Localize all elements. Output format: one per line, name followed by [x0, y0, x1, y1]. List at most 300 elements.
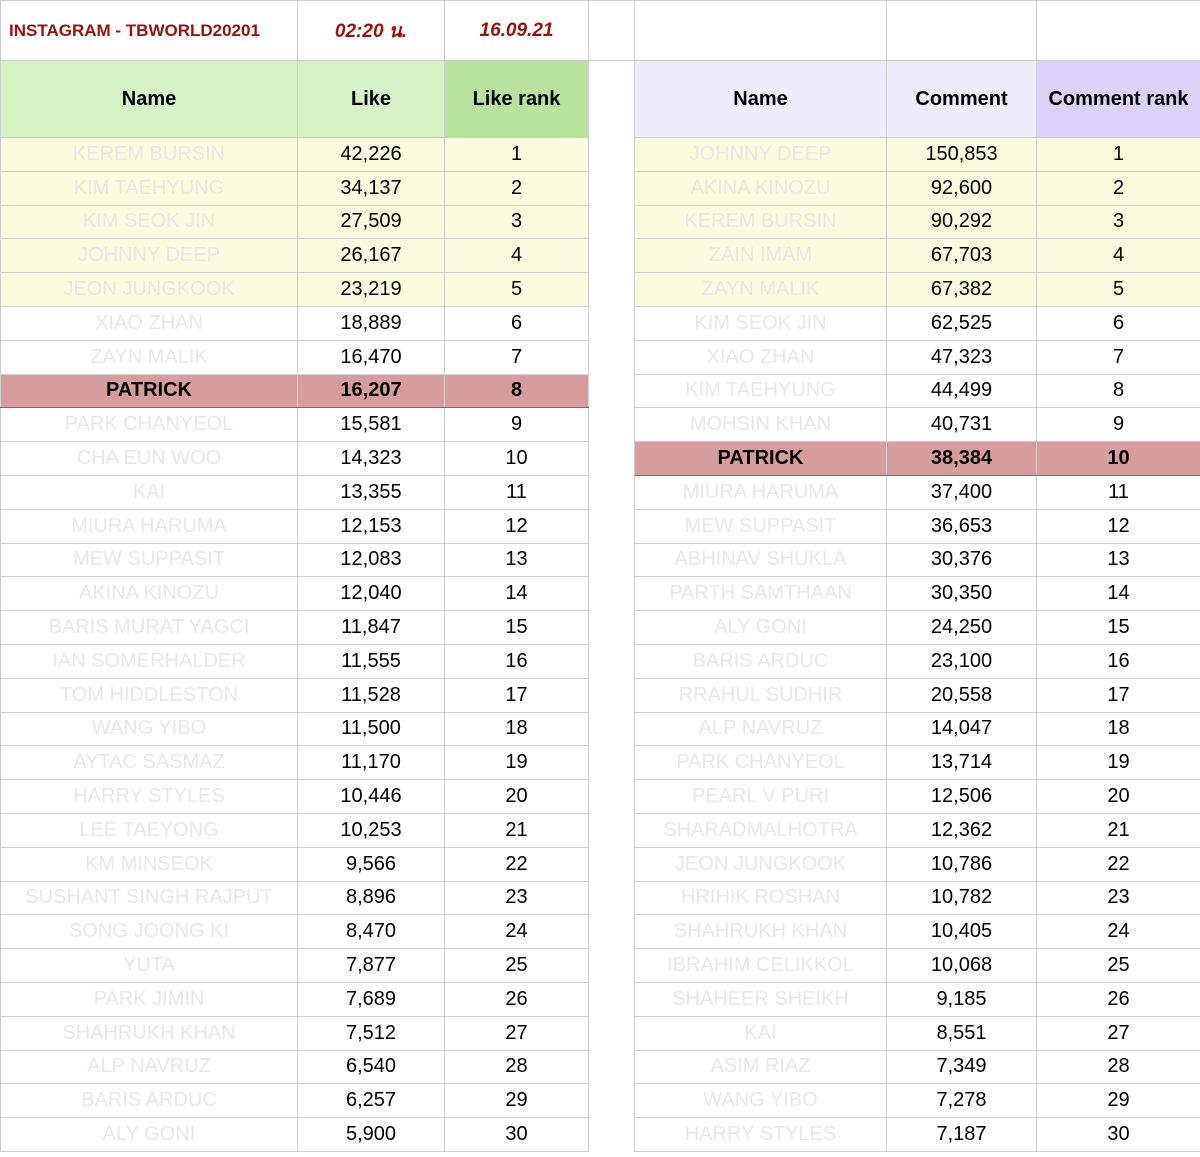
name-text: JEON JUNGKOOK: [63, 278, 235, 301]
comment-value-cell[interactable]: 20,558: [887, 678, 1037, 712]
comment-name-header[interactable]: Name: [635, 61, 887, 138]
comment-name-cell[interactable]: [635, 712, 887, 746]
like-rank-cell[interactable]: 9: [445, 408, 589, 442]
like-rank-cell[interactable]: 27: [445, 1016, 589, 1050]
comment-name-cell[interactable]: [635, 205, 887, 239]
comment-value-cell[interactable]: 67,703: [887, 239, 1037, 273]
like-value-cell[interactable]: 6,257: [298, 1084, 445, 1118]
name-text: PARK CHANYEOL: [64, 413, 234, 436]
comment-rank-cell[interactable]: 18: [1037, 712, 1200, 746]
like-rank-cell[interactable]: 26: [445, 982, 589, 1016]
gap-column: [589, 847, 635, 881]
comment-value-cell[interactable]: 12,506: [887, 780, 1037, 814]
like-value-cell[interactable]: 12,153: [298, 509, 445, 543]
like-rank-cell[interactable]: 2: [445, 171, 589, 205]
time-cell[interactable]: 02:20 น.: [298, 1, 445, 61]
comment-value-cell[interactable]: 90,292: [887, 205, 1037, 239]
comment-name-cell[interactable]: [635, 1084, 887, 1118]
name-text: PARTH SAMTHAAN: [669, 582, 852, 605]
comment-name-cell[interactable]: [635, 915, 887, 949]
name-text: ABHINAV SHUKLA: [674, 548, 847, 571]
gap-column: [589, 306, 635, 340]
like-name-cell[interactable]: [1, 881, 298, 915]
like-name-cell[interactable]: [1, 949, 298, 983]
comment-name-cell[interactable]: [635, 881, 887, 915]
like-rank-cell[interactable]: 12: [445, 509, 589, 543]
empty-cell[interactable]: [887, 1, 1037, 61]
like-name-cell[interactable]: [1, 780, 298, 814]
name-text: KEREM BURSIN: [684, 210, 837, 233]
table-row: [1, 915, 1200, 949]
name-text: AKINA KINOZU: [690, 176, 831, 199]
name-text: ZAIN IMAM: [708, 244, 813, 267]
comment-rank-cell[interactable]: 3: [1037, 205, 1200, 239]
gap-column: [589, 171, 635, 205]
gap-column: [589, 780, 635, 814]
comment-value-cell[interactable]: 24,250: [887, 611, 1037, 645]
gap-column: [589, 712, 635, 746]
like-rank-cell[interactable]: 24: [445, 915, 589, 949]
gap-column: [589, 644, 635, 678]
comment-value-cell[interactable]: 40,731: [887, 408, 1037, 442]
table-row: [1, 644, 1200, 678]
table-row: [1, 475, 1200, 509]
like-value-cell[interactable]: 11,528: [298, 678, 445, 712]
table-row: [1, 881, 1200, 915]
comment-name-cell[interactable]: [635, 138, 887, 172]
comment-value-cell[interactable]: 44,499: [887, 374, 1037, 408]
name-text: WANG YIBO: [91, 717, 207, 740]
like-rank-cell[interactable]: 11: [445, 475, 589, 509]
name-text: ASIM RIAZ: [710, 1055, 811, 1078]
table-row: [1, 543, 1200, 577]
name-text: SUSHANT SINGH RAJPUT: [25, 886, 273, 909]
name-text: MIURA HARUMA: [682, 480, 839, 503]
gap-column: [589, 949, 635, 983]
like-value-header[interactable]: Like: [298, 61, 445, 138]
like-value-cell[interactable]: 7,877: [298, 949, 445, 983]
comment-name-cell[interactable]: [635, 949, 887, 983]
like-value-cell[interactable]: 11,555: [298, 644, 445, 678]
like-rank-cell[interactable]: 21: [445, 813, 589, 847]
like-rank-cell[interactable]: 18: [445, 712, 589, 746]
name-text: KM MINSEOK: [85, 852, 213, 875]
name-text: SHAHRUKH KHAN: [62, 1021, 236, 1044]
gap-column: [589, 408, 635, 442]
table-row: [1, 374, 1200, 408]
like-rank-cell[interactable]: 5: [445, 273, 589, 307]
comment-value-cell[interactable]: 10,405: [887, 915, 1037, 949]
like-name-cell[interactable]: [1, 1084, 298, 1118]
table-row: [1, 408, 1200, 442]
comment-value-cell[interactable]: 62,525: [887, 306, 1037, 340]
like-rank-cell[interactable]: 15: [445, 611, 589, 645]
like-value-cell[interactable]: 11,847: [298, 611, 445, 645]
comment-rank-cell[interactable]: 5: [1037, 273, 1200, 307]
comment-name-cell[interactable]: [635, 678, 887, 712]
name-text: MEW SUPPASIT: [73, 548, 225, 571]
like-rank-cell[interactable]: 10: [445, 442, 589, 476]
name-text: KIM TAEHYUNG: [685, 379, 836, 402]
table-row: [1, 1084, 1200, 1118]
like-value-cell[interactable]: 10,446: [298, 780, 445, 814]
name-text: KAI: [132, 480, 166, 503]
name-text: KAI: [744, 1021, 777, 1044]
like-value-cell[interactable]: 42,226: [298, 138, 445, 172]
table-row: [1, 678, 1200, 712]
like-rank-cell[interactable]: 1: [445, 138, 589, 172]
comment-rank-cell[interactable]: 21: [1037, 813, 1200, 847]
comment-name-cell[interactable]: [635, 746, 887, 780]
comment-rank-cell[interactable]: 1: [1037, 138, 1200, 172]
comment-value-cell[interactable]: 23,100: [887, 644, 1037, 678]
gap-column: [589, 543, 635, 577]
name-text: AKINA KINOZU: [78, 582, 220, 605]
name-text: HRIHIK ROSHAN: [681, 886, 840, 909]
comment-name-cell[interactable]: [635, 577, 887, 611]
comment-name-cell[interactable]: [635, 442, 887, 476]
table-row: [1, 780, 1200, 814]
table-row: [1, 340, 1200, 374]
like-value-cell[interactable]: 11,500: [298, 712, 445, 746]
like-name-cell[interactable]: [1, 374, 298, 408]
name-text: KIM SEOK JIN: [694, 311, 827, 334]
comment-value-cell[interactable]: 30,376: [887, 543, 1037, 577]
comment-rank-cell[interactable]: 30: [1037, 1118, 1200, 1152]
comment-rank-cell[interactable]: 27: [1037, 1016, 1200, 1050]
name-text: ALP NAVRUZ: [698, 717, 823, 740]
comment-name-cell[interactable]: [635, 543, 887, 577]
name-text: SHAHRUKH KHAN: [673, 920, 848, 943]
comment-value-cell[interactable]: 9,185: [887, 982, 1037, 1016]
comment-name-cell[interactable]: [635, 374, 887, 408]
comment-rank-cell[interactable]: 14: [1037, 577, 1200, 611]
table-row: [1, 1016, 1200, 1050]
gap-column: [589, 340, 635, 374]
empty-cell[interactable]: [589, 1, 635, 61]
comment-value-cell[interactable]: 12,362: [887, 813, 1037, 847]
gap-column: [589, 881, 635, 915]
gap-column: [589, 678, 635, 712]
name-text: TOM HIDDLESTON: [59, 683, 239, 706]
comment-rank-header[interactable]: Comment rank: [1037, 61, 1200, 138]
name-text: LEE TAEYONG: [79, 818, 219, 841]
table-row: [1, 306, 1200, 340]
sheet-title[interactable]: INSTAGRAM - TBWORLD20201: [1, 1, 298, 61]
name-text: MIURA HARUMA: [71, 514, 227, 537]
comment-rank-cell[interactable]: 23: [1037, 881, 1200, 915]
comment-name-cell[interactable]: [635, 1016, 887, 1050]
like-name-cell[interactable]: [1, 306, 298, 340]
like-name-cell[interactable]: [1, 644, 298, 678]
name-text: KIM TAEHYUNG: [73, 176, 225, 199]
table-row: [1, 442, 1200, 476]
like-name-header[interactable]: Name: [1, 61, 298, 138]
comment-value-header[interactable]: Comment: [887, 61, 1037, 138]
empty-cell[interactable]: [1037, 1, 1200, 61]
comment-value-cell[interactable]: 47,323: [887, 340, 1037, 374]
comment-rank-cell[interactable]: 6: [1037, 306, 1200, 340]
comment-value-cell[interactable]: 30,350: [887, 577, 1037, 611]
like-rank-cell[interactable]: 4: [445, 239, 589, 273]
like-name-cell[interactable]: [1, 543, 298, 577]
like-value-cell[interactable]: 16,207: [298, 374, 445, 408]
comment-name-cell[interactable]: [635, 340, 887, 374]
like-value-cell[interactable]: 26,167: [298, 239, 445, 273]
name-text: AYTAC SASMAZ: [73, 751, 225, 774]
like-value-cell[interactable]: 23,219: [298, 273, 445, 307]
like-name-cell[interactable]: [1, 205, 298, 239]
comment-rank-cell[interactable]: 11: [1037, 475, 1200, 509]
like-value-cell[interactable]: 13,355: [298, 475, 445, 509]
name-text: XIAO ZHAN: [95, 311, 203, 334]
name-text: MOHSIN KHAN: [689, 413, 832, 436]
comment-value-cell[interactable]: 10,786: [887, 847, 1037, 881]
like-name-cell[interactable]: [1, 273, 298, 307]
like-name-cell[interactable]: [1, 915, 298, 949]
table-row: [1, 712, 1200, 746]
comment-name-cell[interactable]: [635, 239, 887, 273]
like-name-cell[interactable]: [1, 847, 298, 881]
name-text: CHA EUN WOO: [76, 447, 222, 470]
like-value-cell[interactable]: 18,889: [298, 306, 445, 340]
gap-column: [589, 374, 635, 408]
table-row: [1, 949, 1200, 983]
table-row: [1, 1118, 1200, 1152]
name-text: HARRY STYLES: [684, 1123, 837, 1145]
name-text: JEON JUNGKOOK: [674, 852, 847, 875]
like-value-cell[interactable]: 15,581: [298, 408, 445, 442]
like-name-cell[interactable]: [1, 1118, 298, 1152]
comment-rank-cell[interactable]: 7: [1037, 340, 1200, 374]
comment-name-cell[interactable]: [635, 644, 887, 678]
name-text: IAN SOMERHALDER: [52, 649, 246, 672]
like-rank-header[interactable]: Like rank: [445, 61, 589, 138]
comment-value-cell[interactable]: 67,382: [887, 273, 1037, 307]
like-name-cell[interactable]: [1, 239, 298, 273]
like-value-cell[interactable]: 8,470: [298, 915, 445, 949]
comment-value-cell[interactable]: 10,782: [887, 881, 1037, 915]
like-rank-cell[interactable]: 16: [445, 644, 589, 678]
like-name-cell[interactable]: [1, 611, 298, 645]
like-rank-cell[interactable]: 3: [445, 205, 589, 239]
like-name-cell[interactable]: [1, 138, 298, 172]
comment-name-cell[interactable]: [635, 780, 887, 814]
gap-column: [589, 273, 635, 307]
table-row: [1, 239, 1200, 273]
like-name-cell[interactable]: [1, 577, 298, 611]
like-rank-cell[interactable]: 30: [445, 1118, 589, 1152]
like-value-cell[interactable]: 16,470: [298, 340, 445, 374]
gap-column: [589, 746, 635, 780]
comment-value-cell[interactable]: 13,714: [887, 746, 1037, 780]
like-rank-cell[interactable]: 29: [445, 1084, 589, 1118]
comment-name-cell[interactable]: [635, 306, 887, 340]
gap-column: [589, 1084, 635, 1118]
like-value-cell[interactable]: 7,512: [298, 1016, 445, 1050]
name-text: SHAHEER SHEIKH: [672, 987, 849, 1010]
like-name-cell[interactable]: [1, 982, 298, 1016]
comment-rank-cell[interactable]: 10: [1037, 442, 1200, 476]
comment-rank-cell[interactable]: 20: [1037, 780, 1200, 814]
like-rank-cell[interactable]: 19: [445, 746, 589, 780]
comment-name-cell[interactable]: [635, 813, 887, 847]
like-value-cell[interactable]: 34,137: [298, 171, 445, 205]
gap-column: [589, 475, 635, 509]
comment-value-cell[interactable]: 7,349: [887, 1050, 1037, 1084]
name-text: ALY GONI: [102, 1123, 196, 1145]
like-value-cell[interactable]: 12,040: [298, 577, 445, 611]
name-text: BARIS ARDUC: [81, 1089, 217, 1112]
comment-value-cell[interactable]: 7,187: [887, 1118, 1037, 1152]
like-value-cell[interactable]: 27,509: [298, 205, 445, 239]
table-row: [1, 982, 1200, 1016]
like-name-cell[interactable]: [1, 813, 298, 847]
name-text: ZAYN MALIK: [90, 345, 208, 368]
comment-rank-cell[interactable]: 4: [1037, 239, 1200, 273]
comment-rank-cell[interactable]: 12: [1037, 509, 1200, 543]
like-name-cell[interactable]: [1, 1050, 298, 1084]
comment-rank-cell[interactable]: 29: [1037, 1084, 1200, 1118]
name-text: PEARL V PURI: [691, 785, 830, 808]
like-rank-cell[interactable]: 13: [445, 543, 589, 577]
like-rank-cell[interactable]: 25: [445, 949, 589, 983]
table-row: [1, 611, 1200, 645]
like-name-cell[interactable]: [1, 746, 298, 780]
comment-name-cell[interactable]: [635, 982, 887, 1016]
table-row: [1, 205, 1200, 239]
comment-name-cell[interactable]: [635, 171, 887, 205]
like-rank-cell[interactable]: 22: [445, 847, 589, 881]
like-value-cell[interactable]: 12,083: [298, 543, 445, 577]
gap-column: [589, 138, 635, 172]
comment-name-cell[interactable]: [635, 611, 887, 645]
name-text: PARK CHANYEOL: [676, 751, 845, 774]
like-name-cell[interactable]: [1, 509, 298, 543]
comment-rank-cell[interactable]: 8: [1037, 374, 1200, 408]
comment-rank-cell[interactable]: 9: [1037, 408, 1200, 442]
like-rank-cell[interactable]: 23: [445, 881, 589, 915]
like-name-cell[interactable]: [1, 408, 298, 442]
name-text: KIM SEOK JIN: [82, 210, 216, 233]
like-name-cell[interactable]: [1, 442, 298, 476]
comment-rank-cell[interactable]: 15: [1037, 611, 1200, 645]
name-text: SHARADMALHOTRA: [663, 818, 858, 841]
comment-value-cell[interactable]: 8,551: [887, 1016, 1037, 1050]
like-rank-cell[interactable]: 28: [445, 1050, 589, 1084]
gap-column: [589, 1016, 635, 1050]
comment-value-cell[interactable]: 150,853: [887, 138, 1037, 172]
date-cell[interactable]: 16.09.21: [445, 1, 589, 61]
comment-name-cell[interactable]: [635, 273, 887, 307]
name-text: PATRICK: [106, 379, 192, 402]
empty-cell[interactable]: [635, 1, 887, 61]
name-text: PARK JIMIN: [93, 987, 205, 1010]
like-value-cell[interactable]: 8,896: [298, 881, 445, 915]
like-value-cell[interactable]: 5,900: [298, 1118, 445, 1152]
table-row: [1, 813, 1200, 847]
comment-rank-cell[interactable]: 17: [1037, 678, 1200, 712]
like-name-cell[interactable]: [1, 678, 298, 712]
comment-rank-cell[interactable]: 13: [1037, 543, 1200, 577]
comment-rank-cell[interactable]: 16: [1037, 644, 1200, 678]
name-text: BARIS MURAT YAGCI: [48, 616, 250, 639]
gap-column: [589, 61, 635, 138]
table-row: [1, 746, 1200, 780]
comment-value-cell[interactable]: 92,600: [887, 171, 1037, 205]
comment-name-cell[interactable]: [635, 847, 887, 881]
gap-column: [589, 239, 635, 273]
header-row: [1, 61, 1200, 138]
like-name-cell[interactable]: [1, 171, 298, 205]
name-text: ALP NAVRUZ: [87, 1055, 211, 1078]
comment-rank-cell[interactable]: 24: [1037, 915, 1200, 949]
table-row: [1, 138, 1200, 172]
gap-column: [589, 813, 635, 847]
name-text: BARIS ARDUC: [692, 649, 829, 672]
comment-rank-cell[interactable]: 2: [1037, 171, 1200, 205]
like-rank-cell[interactable]: 20: [445, 780, 589, 814]
like-value-cell[interactable]: 14,323: [298, 442, 445, 476]
name-text: KEREM BURSIN: [72, 142, 226, 165]
like-value-cell[interactable]: 6,540: [298, 1050, 445, 1084]
comment-value-cell[interactable]: 37,400: [887, 475, 1037, 509]
title-row: [1, 1, 1200, 61]
comment-value-cell[interactable]: 38,384: [887, 442, 1037, 476]
comment-rank-cell[interactable]: 26: [1037, 982, 1200, 1016]
comment-value-cell[interactable]: 36,653: [887, 509, 1037, 543]
comment-value-cell[interactable]: 7,278: [887, 1084, 1037, 1118]
like-name-cell[interactable]: [1, 340, 298, 374]
comment-value-cell[interactable]: 10,068: [887, 949, 1037, 983]
like-name-cell[interactable]: [1, 475, 298, 509]
like-value-cell[interactable]: 10,253: [298, 813, 445, 847]
gap-column: [589, 982, 635, 1016]
like-name-cell[interactable]: [1, 1016, 298, 1050]
comment-name-cell[interactable]: [635, 475, 887, 509]
like-rank-cell[interactable]: 17: [445, 678, 589, 712]
like-rank-cell[interactable]: 8: [445, 374, 589, 408]
gap-column: [589, 577, 635, 611]
table-row: [1, 273, 1200, 307]
table-row: [1, 847, 1200, 881]
comment-rank-cell[interactable]: 25: [1037, 949, 1200, 983]
like-rank-cell[interactable]: 7: [445, 340, 589, 374]
table-row: [1, 1050, 1200, 1084]
like-name-cell[interactable]: [1, 712, 298, 746]
name-text: ALY GONI: [714, 616, 807, 639]
like-value-cell[interactable]: 11,170: [298, 746, 445, 780]
like-value-cell[interactable]: 7,689: [298, 982, 445, 1016]
comment-name-cell[interactable]: [635, 509, 887, 543]
like-rank-cell[interactable]: 6: [445, 306, 589, 340]
table-row: [1, 509, 1200, 543]
comment-rank-cell[interactable]: 28: [1037, 1050, 1200, 1084]
like-value-cell[interactable]: 9,566: [298, 847, 445, 881]
comment-rank-cell[interactable]: 19: [1037, 746, 1200, 780]
comment-rank-cell[interactable]: 22: [1037, 847, 1200, 881]
name-text: YUTA: [123, 954, 175, 977]
gap-column: [589, 509, 635, 543]
like-rank-cell[interactable]: 14: [445, 577, 589, 611]
comment-name-cell[interactable]: [635, 1118, 887, 1152]
comment-name-cell[interactable]: [635, 1050, 887, 1084]
name-text: RRAHUL SUDHIR: [678, 683, 843, 706]
gap-column: [589, 442, 635, 476]
comment-value-cell[interactable]: 14,047: [887, 712, 1037, 746]
comment-name-cell[interactable]: [635, 408, 887, 442]
table-row: [1, 171, 1200, 205]
